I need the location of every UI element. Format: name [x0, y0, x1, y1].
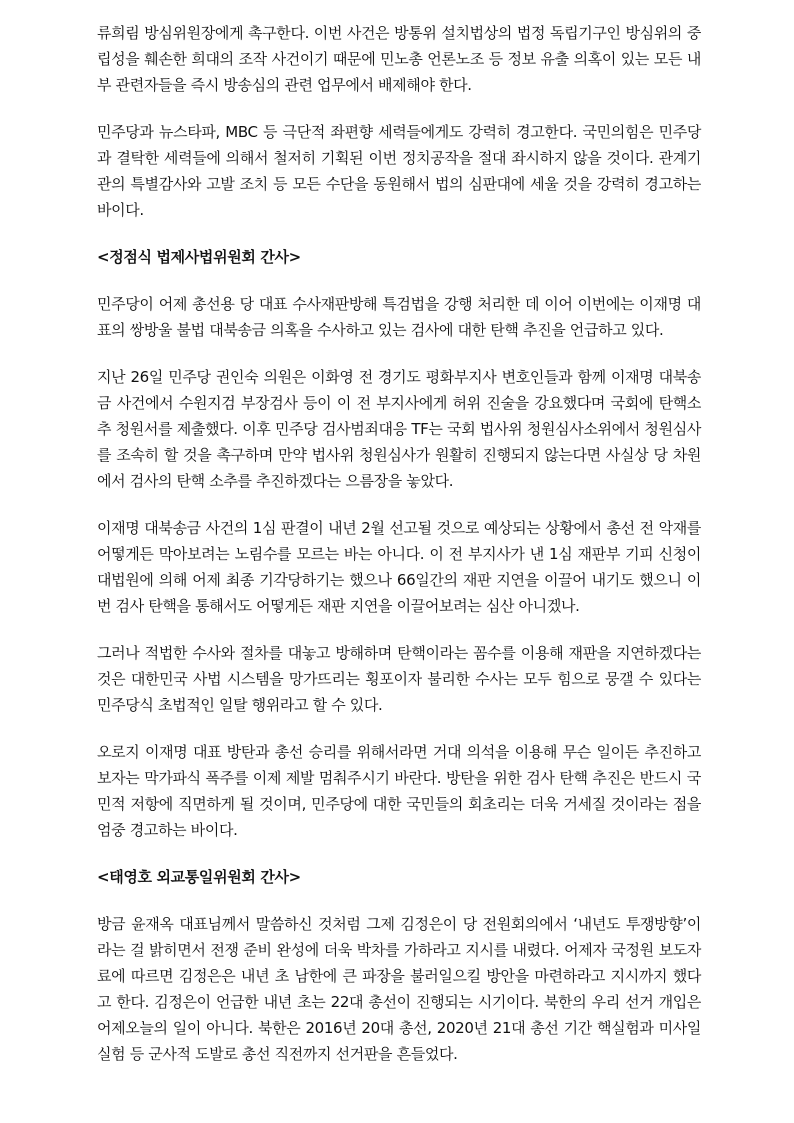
paragraph: 오로지 이재명 대표 방탄과 총선 승리를 위해서라면 거대 의석을 이용해 무슨 일이든 추진하고 보자는 막가파식 폭주를 이제 제발 멈춰주시기 바란다. 방탄을 위한 검사 탄핵 추진은 반드시 국민적 저항에 직면하게 될 것이며, 민주당에 대한 국민들의 회초리는 더욱 거세질 것이라는 점을 엄중 경고하는 바이다. — [97, 743, 701, 839]
paragraph: 민주당과 뉴스타파, MBC 등 극단적 좌편향 세력들에게도 강력히 경고한다. 국민의힘은 민주당과 결탁한 세력들에 의해서 철저히 기획된 이번 정치공작을 절대 좌시하지 않을 것이다. 관계기관의 특별감사와 고발 조치 등 모든 수단을 동원해서 법의 심판대에 세울 것을 강력히 경고하는 바이다. — [97, 123, 701, 219]
document-page — [97, 0, 701, 1088]
section-heading: <태영호 외교통일위원회 간사> — [97, 868, 301, 886]
paragraph: 방금 윤재옥 대표님께서 말씀하신 것처럼 그제 김정은이 당 전원회의에서 ‘내년도 투쟁방향’이라는 걸 밝히면서 전쟁 준비 완성에 더욱 박차를 가하라고 지시를 내렸다. 어제자 국정원 보도자료에 따르면 김정은은 내년 초 남한에 큰 파장을 불러일으킬 방안을 마련하라고 지시까지 했다고 한다. 김정은이 언급한 내년 초는 22대 총선이 진행되는 시기이다. 북한의 우리 선거 개입은 어제오늘의 일이 아니다. 북한은 2016년 20대 총선, 2020년 21대 총선 기간 핵실험과 미사일 실험 등 군사적 도발로 총선 직전까지 선거판을 흔들었다. — [97, 915, 701, 1063]
paragraph: 그러나 적법한 수사와 절차를 대놓고 방해하며 탄핵이라는 꼼수를 이용해 재판을 지연하겠다는 것은 대한민국 사법 시스템을 망가뜨리는 횡포이자 불리한 수사는 모두 힘으로 뭉갤 수 있다는 민주당식 초법적인 일탈 행위라고 할 수 있다. — [97, 644, 701, 714]
paragraph: 류희림 방심위원장에게 촉구한다. 이번 사건은 방통위 설치법상의 법정 독립기구인 방심위의 중립성을 훼손한 희대의 조작 사건이기 때문에 민노총 언론노조 등 정보 유출 의혹이 있는 모든 내부 관련자들을 즉시 방송심의 관련 업무에서 배제해야 한다. — [97, 24, 701, 94]
paragraph: 민주당이 어제 총선용 당 대표 수사재판방해 특검법을 강행 처리한 데 이어 이번에는 이재명 대표의 쌍방울 불법 대북송금 의혹을 수사하고 있는 검사에 대한 탄핵 추진을 언급하고 있다. — [97, 295, 701, 339]
paragraph: 지난 26일 민주당 권인숙 의원은 이화영 전 경기도 평화부지사 변호인들과 함께 이재명 대북송금 사건에서 수원지검 부장검사 등이 이 전 부지사에게 허위 진술을 강요했다며 국회에 탄핵소추 청원서를 제출했다. 이후 민주당 검사범죄대응 TF는 국회 법사위 청원심사소위에서 청원심사를 조속히 할 것을 촉구하며 만약 법사위 청원심사가 원활히 진행되지 않는다면 사실상 당 차원에서 검사의 탄핵 소추를 추진하겠다는 으름장을 놓았다. — [97, 368, 701, 490]
section-heading: <정점식 법제사법위원회 간사> — [97, 248, 301, 266]
paragraph: 이재명 대북송금 사건의 1심 판결이 내년 2월 선고될 것으로 예상되는 상황에서 총선 전 악재를 어떻게든 막아보려는 노림수를 모르는 바는 아니다. 이 전 부지사가 낸 1심 재판부 기피 신청이 대법원에 의해 어제 최종 기각당하기는 했으나 66일간의 재판 지연을 이끌어 내기도 했으니 이번 검사 탄핵을 통해서도 어떻게든 재판 지연을 이끌어보려는 심산 아니겠나. — [97, 519, 701, 615]
